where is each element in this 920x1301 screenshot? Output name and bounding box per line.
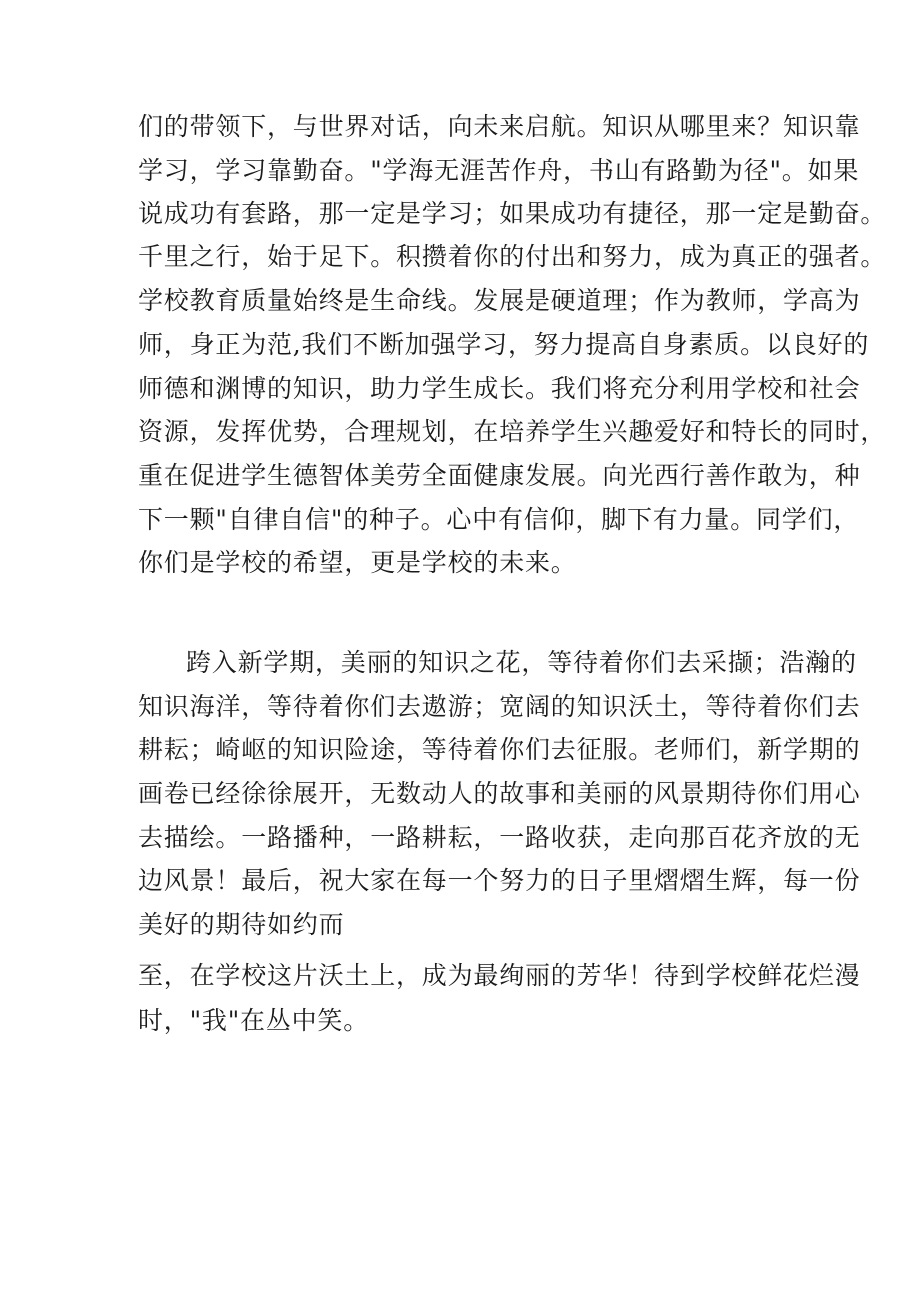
text-line: 们的带领下，与世界对话，向未来启航。知识从哪里来？知识靠	[138, 112, 861, 141]
text-line: 至，在学校这片沃土上，成为最绚丽的芳华！待到学校鲜花烂漫	[138, 961, 861, 990]
text-line: 知识海洋，等待着你们去遨游；宽阔的知识沃土，等待着你们去	[138, 692, 861, 721]
text-line: 千里之行，始于足下。积攒着你的付出和努力，成为真正的强者。	[138, 242, 887, 271]
text-line: 资源，发挥优势，合理规划，在培养学生兴趣爱好和特长的同时，	[138, 417, 887, 446]
text-line: 师德和渊博的知识，助力学生成长。我们将充分利用学校和社会	[138, 374, 861, 403]
text-line: 耕耘；崎岖的知识险途，等待着你们去征服。老师们，新学期的	[138, 735, 861, 764]
text-line: 美好的期待如约而	[138, 910, 345, 939]
text-line: 时，"我"在丛中笑。	[138, 1006, 369, 1035]
text-line: 师，身正为范,我们不断加强学习，努力提高自身素质。以良好的	[138, 330, 870, 359]
text-line: 画卷已经徐徐展开，无数动人的故事和美丽的风景期待你们用心	[138, 779, 861, 808]
text-line: 你们是学校的希望，更是学校的未来。	[138, 548, 577, 577]
text-line: 边风景！最后，祝大家在每一个努力的日子里熠熠生辉，每一份	[138, 866, 861, 895]
text-line: 学校教育质量始终是生命线。发展是硬道理；作为教师，学高为	[138, 286, 861, 315]
text-line: 下一颗"自律自信"的种子。心中有信仰，脚下有力量。同学们，	[138, 505, 860, 534]
text-line: 重在促进学生德智体美劳全面健康发展。向光西行善作敢为，种	[138, 461, 861, 490]
text-line: 学习，学习靠勤奋。"学海无涯苦作舟，书山有路勤为径"。如果	[138, 156, 860, 185]
text-line: 去描绘。一路播种，一路耕耘，一路收获，走向那百花齐放的无	[138, 823, 861, 852]
text-line: 说成功有套路，那一定是学习；如果成功有捷径，那一定是勤奋。	[138, 199, 887, 228]
paragraph-first-line: 跨入新学期，美丽的知识之花，等待着你们去采撷；浩瀚的	[186, 648, 857, 677]
